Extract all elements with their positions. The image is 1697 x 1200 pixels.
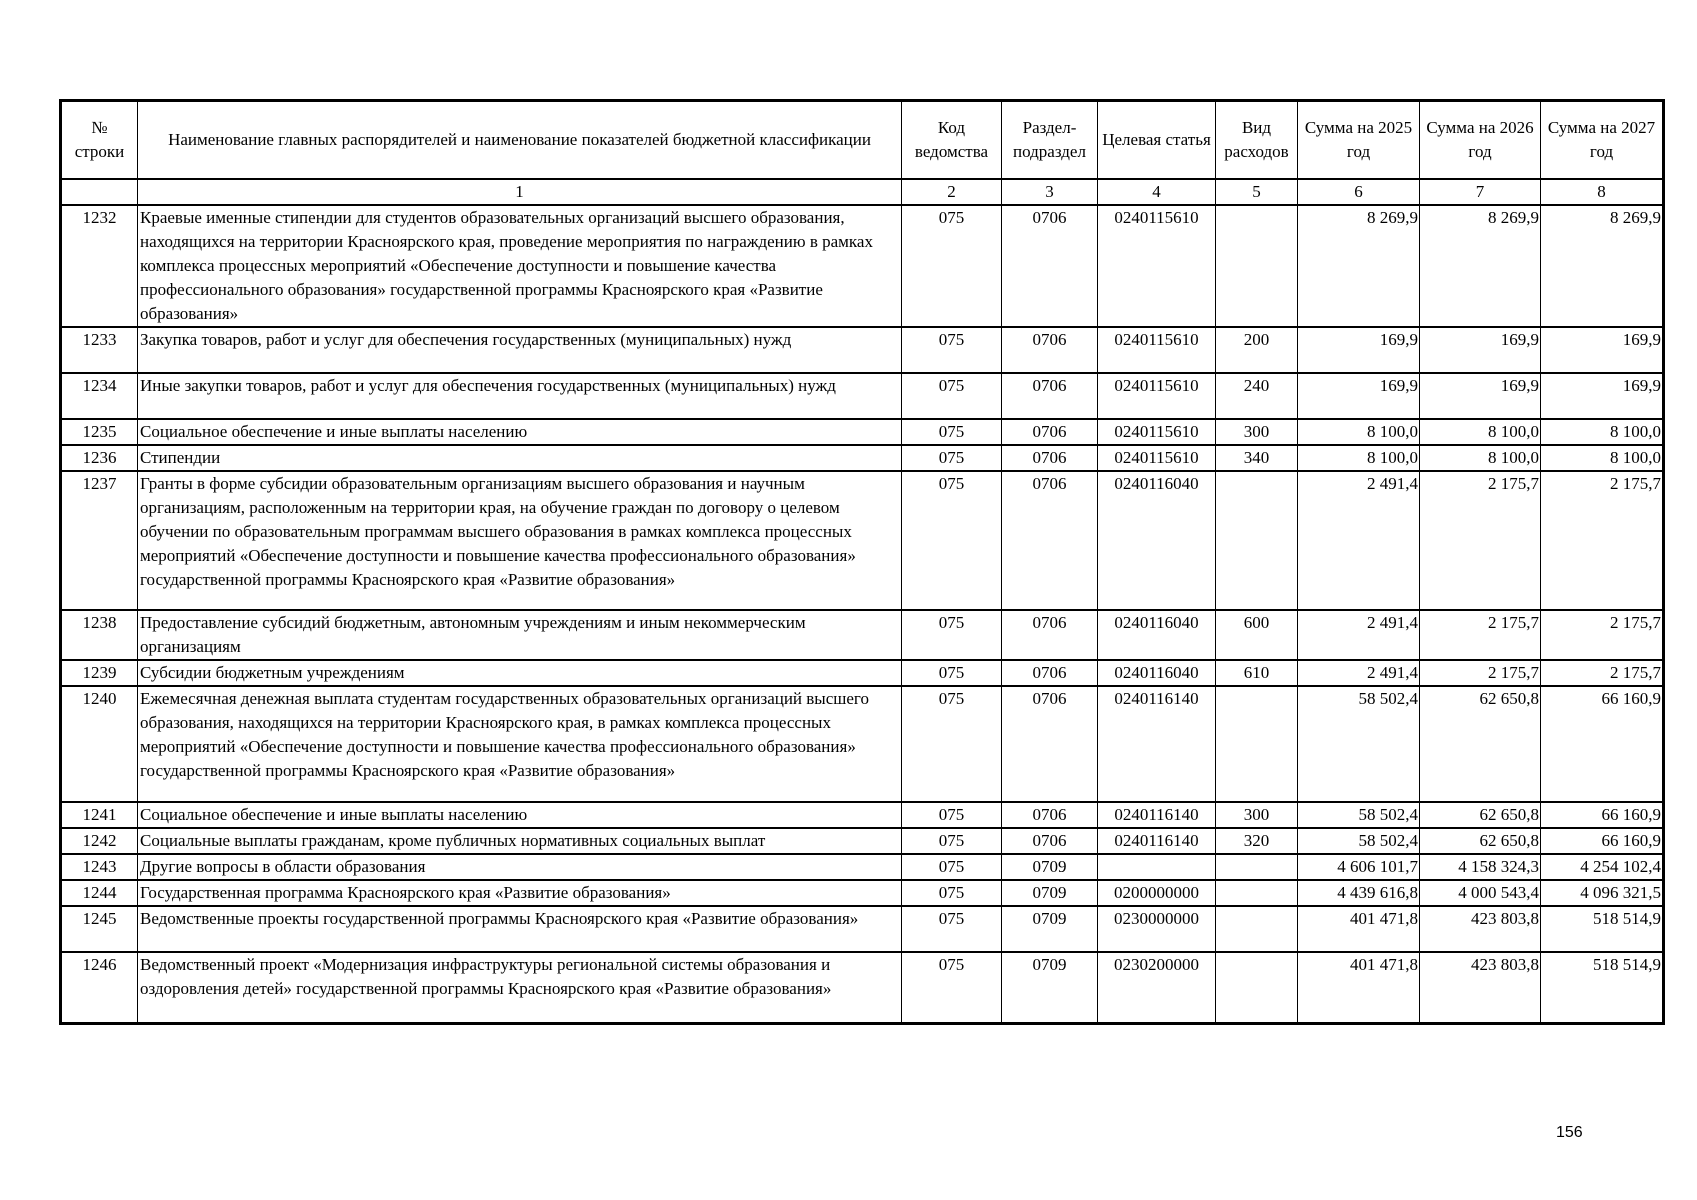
row-department-code: 075 [902, 327, 1002, 373]
row-number: 1236 [62, 445, 138, 471]
row-sum-2026: 2 175,7 [1420, 610, 1541, 660]
row-sum-2025: 4 439 616,8 [1298, 880, 1420, 906]
row-section: 0706 [1002, 802, 1098, 828]
table-row [62, 952, 1663, 1022]
row-section: 0709 [1002, 854, 1098, 880]
row-department-code: 075 [902, 802, 1002, 828]
row-sum-2026: 2 175,7 [1420, 471, 1541, 610]
column-number: 8 [1541, 179, 1663, 205]
table-row [62, 880, 1663, 906]
row-target-article: 0240115610 [1098, 445, 1216, 471]
header-row [62, 102, 1663, 180]
table-row [62, 828, 1663, 854]
row-sum-2026: 423 803,8 [1420, 952, 1541, 1022]
row-sum-2026: 4 158 324,3 [1420, 854, 1541, 880]
row-number: 1239 [62, 660, 138, 686]
row-number: 1242 [62, 828, 138, 854]
table-row [62, 906, 1663, 952]
row-target-article: 0240115610 [1098, 419, 1216, 445]
row-number: 1235 [62, 419, 138, 445]
row-expense-type [1216, 880, 1298, 906]
row-department-code: 075 [902, 880, 1002, 906]
row-section: 0709 [1002, 952, 1098, 1022]
row-section: 0706 [1002, 660, 1098, 686]
row-target-article [1098, 854, 1216, 880]
column-number: 5 [1216, 179, 1298, 205]
row-sum-2025: 169,9 [1298, 373, 1420, 419]
row-sum-2027: 169,9 [1541, 327, 1663, 373]
row-target-article: 0240116140 [1098, 686, 1216, 802]
row-expense-type [1216, 854, 1298, 880]
row-number: 1240 [62, 686, 138, 802]
row-section: 0706 [1002, 419, 1098, 445]
row-department-code: 075 [902, 445, 1002, 471]
row-sum-2026: 2 175,7 [1420, 660, 1541, 686]
page-number: 156 [1556, 1124, 1583, 1141]
row-number: 1238 [62, 610, 138, 660]
row-sum-2026: 169,9 [1420, 373, 1541, 419]
column-number: 1 [138, 179, 902, 205]
row-sum-2026: 423 803,8 [1420, 906, 1541, 952]
row-name: Стипендии [138, 445, 902, 471]
table-row [62, 205, 1663, 327]
row-sum-2027: 66 160,9 [1541, 802, 1663, 828]
row-sum-2027: 4 254 102,4 [1541, 854, 1663, 880]
row-name: Другие вопросы в области образования [138, 854, 902, 880]
row-expense-type: 300 [1216, 802, 1298, 828]
row-sum-2027: 8 269,9 [1541, 205, 1663, 327]
row-department-code: 075 [902, 205, 1002, 327]
row-sum-2027: 66 160,9 [1541, 828, 1663, 854]
table-row [62, 802, 1663, 828]
row-sum-2025: 8 100,0 [1298, 419, 1420, 445]
row-sum-2025: 169,9 [1298, 327, 1420, 373]
row-sum-2026: 4 000 543,4 [1420, 880, 1541, 906]
row-department-code: 075 [902, 828, 1002, 854]
row-sum-2026: 62 650,8 [1420, 802, 1541, 828]
column-number: 3 [1002, 179, 1098, 205]
row-expense-type [1216, 906, 1298, 952]
row-sum-2027: 2 175,7 [1541, 610, 1663, 660]
row-section: 0706 [1002, 686, 1098, 802]
row-target-article: 0240115610 [1098, 373, 1216, 419]
row-target-article: 0240116040 [1098, 471, 1216, 610]
row-name: Закупка товаров, работ и услуг для обеспечения государственных (муниципальных) нужд [138, 327, 902, 373]
row-section: 0706 [1002, 610, 1098, 660]
row-sum-2027: 2 175,7 [1541, 471, 1663, 610]
row-sum-2027: 4 096 321,5 [1541, 880, 1663, 906]
row-name: Предоставление субсидий бюджетным, автономным учреждениям и иным некоммерческим организациям [138, 610, 902, 660]
row-target-article: 0240115610 [1098, 327, 1216, 373]
row-expense-type: 200 [1216, 327, 1298, 373]
column-number [62, 179, 138, 205]
row-number: 1241 [62, 802, 138, 828]
table-row [62, 373, 1663, 419]
row-sum-2026: 62 650,8 [1420, 828, 1541, 854]
row-sum-2025: 2 491,4 [1298, 610, 1420, 660]
row-section: 0706 [1002, 445, 1098, 471]
row-sum-2027: 2 175,7 [1541, 660, 1663, 686]
row-sum-2026: 8 100,0 [1420, 445, 1541, 471]
header-department-code: Код ведомства [902, 102, 1002, 180]
row-expense-type [1216, 686, 1298, 802]
row-sum-2027: 169,9 [1541, 373, 1663, 419]
row-sum-2025: 2 491,4 [1298, 660, 1420, 686]
header-expense-type: Вид расходов [1216, 102, 1298, 180]
column-number-row [62, 179, 1663, 205]
row-number: 1246 [62, 952, 138, 1022]
row-number: 1237 [62, 471, 138, 610]
table-row [62, 471, 1663, 610]
row-expense-type [1216, 471, 1298, 610]
header-sum-2027: Сумма на 2027 год [1541, 102, 1663, 180]
row-target-article: 0240115610 [1098, 205, 1216, 327]
header-target-article: Целевая статья [1098, 102, 1216, 180]
row-department-code: 075 [902, 660, 1002, 686]
row-section: 0706 [1002, 205, 1098, 327]
row-department-code: 075 [902, 854, 1002, 880]
row-sum-2025: 8 269,9 [1298, 205, 1420, 327]
row-number: 1233 [62, 327, 138, 373]
row-sum-2027: 518 514,9 [1541, 906, 1663, 952]
row-sum-2025: 401 471,8 [1298, 952, 1420, 1022]
row-expense-type: 240 [1216, 373, 1298, 419]
table-row [62, 660, 1663, 686]
row-section: 0706 [1002, 828, 1098, 854]
row-sum-2026: 8 100,0 [1420, 419, 1541, 445]
row-name: Краевые именные стипендии для студентов образовательных организаций высшего образования, находящихся на территории Красноярского края, проведение мероприятия по награждению в рамках комплекса процессных мероприятий «Обеспечение доступности и повышение качества профессионального образования» государственной программы Красноярского края «Развитие образования» [138, 205, 902, 327]
budget-table [61, 101, 1663, 1023]
row-section: 0706 [1002, 471, 1098, 610]
row-sum-2026: 62 650,8 [1420, 686, 1541, 802]
row-section: 0706 [1002, 373, 1098, 419]
row-section: 0706 [1002, 327, 1098, 373]
row-sum-2026: 169,9 [1420, 327, 1541, 373]
table-row [62, 686, 1663, 802]
row-name: Ведомственный проект «Модернизация инфраструктуры региональной системы образования и оздоровления детей» государственной программы Красноярского края «Развитие образования» [138, 952, 902, 1022]
row-name: Субсидии бюджетным учреждениям [138, 660, 902, 686]
row-sum-2025: 8 100,0 [1298, 445, 1420, 471]
row-sum-2025: 58 502,4 [1298, 802, 1420, 828]
row-target-article: 0230200000 [1098, 952, 1216, 1022]
row-sum-2025: 2 491,4 [1298, 471, 1420, 610]
row-name: Социальное обеспечение и иные выплаты населению [138, 802, 902, 828]
row-expense-type: 320 [1216, 828, 1298, 854]
column-number: 7 [1420, 179, 1541, 205]
row-sum-2025: 401 471,8 [1298, 906, 1420, 952]
table-row [62, 419, 1663, 445]
row-department-code: 075 [902, 686, 1002, 802]
row-name: Иные закупки товаров, работ и услуг для обеспечения государственных (муниципальных) нужд [138, 373, 902, 419]
row-name: Ежемесячная денежная выплата студентам государственных образовательных организаций высшего образования, находящихся на территории Красноярского края, в рамках комплекса процессных мероприятий «Обеспечение доступности и повышение качества профессионального образования» государственной программы Красноярского края «Развитие образования» [138, 686, 902, 802]
header-section: Раздел-подраздел [1002, 102, 1098, 180]
row-sum-2025: 58 502,4 [1298, 828, 1420, 854]
header-row-number: № строки [62, 102, 138, 180]
header-sum-2025: Сумма на 2025 год [1298, 102, 1420, 180]
table-body [62, 205, 1663, 1022]
row-expense-type: 600 [1216, 610, 1298, 660]
table-row [62, 854, 1663, 880]
column-number: 6 [1298, 179, 1420, 205]
row-number: 1244 [62, 880, 138, 906]
row-name: Социальные выплаты гражданам, кроме публичных нормативных социальных выплат [138, 828, 902, 854]
row-sum-2027: 8 100,0 [1541, 419, 1663, 445]
row-name: Ведомственные проекты государственной программы Красноярского края «Развитие образования» [138, 906, 902, 952]
row-name: Социальное обеспечение и иные выплаты населению [138, 419, 902, 445]
row-expense-type: 300 [1216, 419, 1298, 445]
row-sum-2027: 518 514,9 [1541, 952, 1663, 1022]
header-name: Наименование главных распорядителей и наименование показателей бюджетной классификации [138, 102, 902, 180]
row-expense-type: 340 [1216, 445, 1298, 471]
row-expense-type [1216, 952, 1298, 1022]
row-target-article: 0230000000 [1098, 906, 1216, 952]
row-number: 1245 [62, 906, 138, 952]
row-number: 1243 [62, 854, 138, 880]
row-name: Государственная программа Красноярского края «Развитие образования» [138, 880, 902, 906]
row-number: 1234 [62, 373, 138, 419]
row-target-article: 0240116140 [1098, 802, 1216, 828]
row-department-code: 075 [902, 906, 1002, 952]
table-row [62, 445, 1663, 471]
row-target-article: 0240116140 [1098, 828, 1216, 854]
row-target-article: 0200000000 [1098, 880, 1216, 906]
header-sum-2026: Сумма на 2026 год [1420, 102, 1541, 180]
row-expense-type [1216, 205, 1298, 327]
row-sum-2027: 8 100,0 [1541, 445, 1663, 471]
row-sum-2026: 8 269,9 [1420, 205, 1541, 327]
table-row [62, 610, 1663, 660]
row-target-article: 0240116040 [1098, 610, 1216, 660]
column-number: 2 [902, 179, 1002, 205]
row-department-code: 075 [902, 952, 1002, 1022]
row-name: Гранты в форме субсидии образовательным организациям высшего образования и научным организациям, расположенным на территории края, на обучение граждан по договору о целевом обучении по образовательным программам высшего образования в рамках комплекса процессных мероприятий «Обеспечение доступности и повышение качества профессионального образования» государственной программы Красноярского края «Развитие образования» [138, 471, 902, 610]
row-sum-2027: 66 160,9 [1541, 686, 1663, 802]
row-target-article: 0240116040 [1098, 660, 1216, 686]
row-sum-2025: 4 606 101,7 [1298, 854, 1420, 880]
column-number: 4 [1098, 179, 1216, 205]
row-department-code: 075 [902, 471, 1002, 610]
table-row [62, 327, 1663, 373]
row-department-code: 075 [902, 610, 1002, 660]
row-department-code: 075 [902, 419, 1002, 445]
row-number: 1232 [62, 205, 138, 327]
row-section: 0709 [1002, 906, 1098, 952]
row-department-code: 075 [902, 373, 1002, 419]
row-sum-2025: 58 502,4 [1298, 686, 1420, 802]
row-expense-type: 610 [1216, 660, 1298, 686]
row-section: 0709 [1002, 880, 1098, 906]
